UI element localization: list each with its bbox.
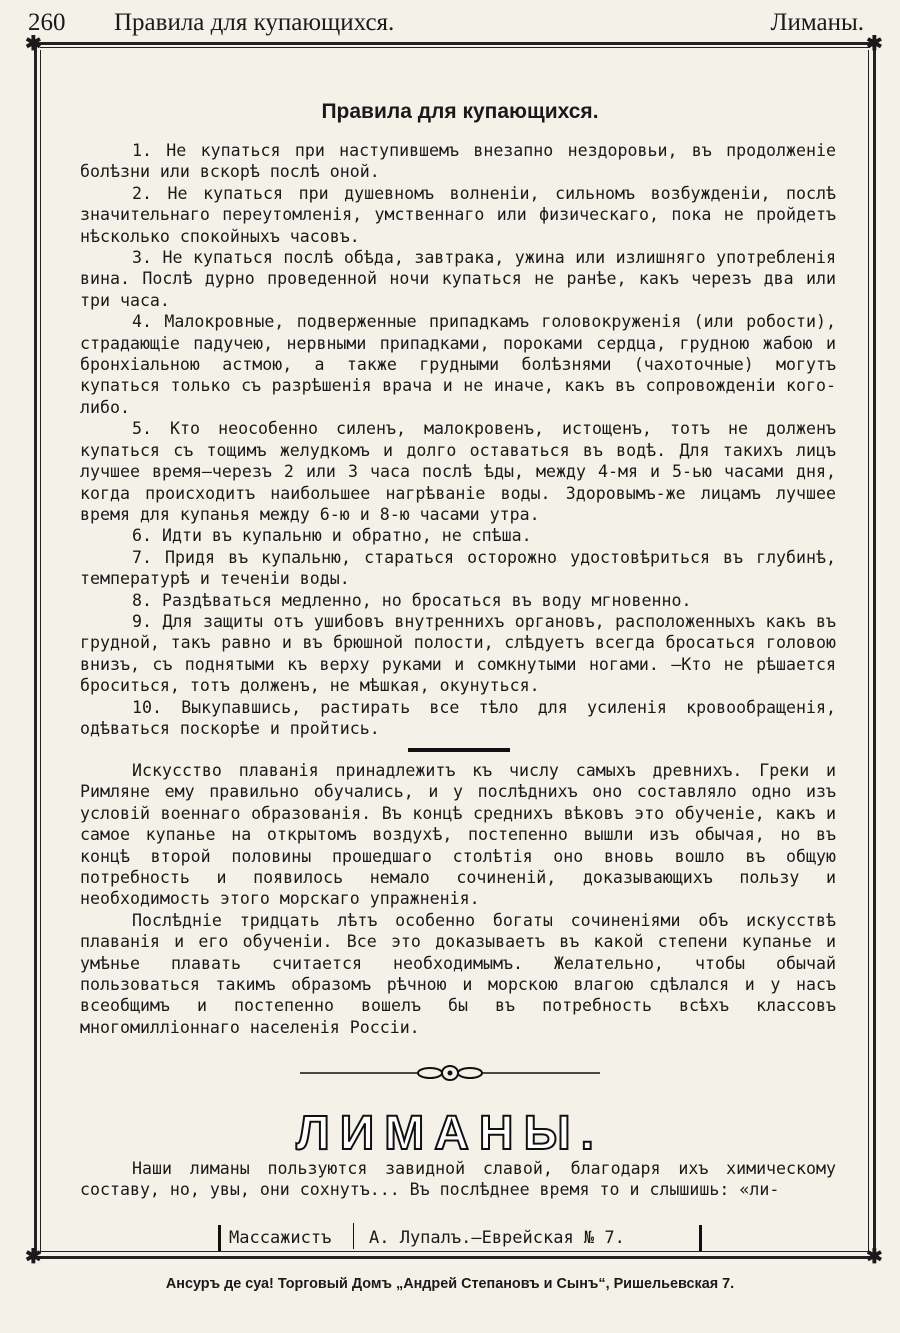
frame-bottom-rule — [34, 1256, 876, 1259]
corner-star-icon: ✱ — [25, 33, 42, 55]
limany-text — [80, 1158, 836, 1201]
rule-paragraph: 1. Не купаться при наступившемъ внезапно нездоровьи, въ продолженіе болѣзни или вскорѣ послѣ оной. — [80, 141, 836, 182]
frame-left-rule — [34, 44, 37, 1259]
rule-paragraph: 4. Малокровные, подверженные припадкамъ головокруженія (или робости), страдающіе падучею, нервными припадками, пороками сердца, грудною жабою и бронхіальною астмою, а также грудными болѣзнями (чахоточные) могутъ купаться только съ разрѣшенія врача и не иначе, какъ въ сопровожденіи кого-либо. — [80, 312, 836, 417]
frame-bottom-inner-rule — [40, 1251, 870, 1252]
rules-list — [80, 140, 836, 739]
advert-right: А. Лупалъ.—Еврейская № 7. — [369, 1228, 625, 1248]
footer-advert: Ансуръ де суа! Торговый Домъ „Андрей Степановъ и Сынъ“, Ришельевская 7. — [165, 1276, 735, 1292]
frame-top-inner-rule — [40, 47, 870, 48]
advert-divider — [353, 1223, 354, 1249]
essay-paragraph: Искусство плаванія принадлежитъ къ числу самыхъ древнихъ. Греки и Римляне ему правильно обучались, и у послѣднихъ оно составляло одно изъ условій военнаго образованія. Въ концѣ среднихъ вѣковъ это обученіе, какъ и самое купанье на открытомъ воздухѣ, постепенно вышли изъ обычая, но въ концѣ второй половины прошедшаго столѣтія оно вновь вошло въ общую потребность и появилось немало сочиненій, доказывающихъ пользу и необходимость этого морскаго упражненія. — [80, 761, 836, 909]
corner-star-icon: ✱ — [25, 1246, 42, 1268]
rule-paragraph: 10. Выкупавшись, растирать все тѣло для усиленія кровообращенія, одѣваться поскорѣе и пройтись. — [80, 697, 836, 738]
rule-paragraph: 6. Идти въ купальню и обратно, не спѣша. — [132, 526, 532, 546]
section-title: Лиманы. — [770, 9, 864, 36]
advert-left: Массажистъ — [229, 1228, 332, 1248]
section-separator — [408, 748, 510, 752]
rule-paragraph: 8. Раздѣваться медленно, но бросаться въ воду мгновенно. — [132, 590, 692, 610]
corner-star-icon: ✱ — [866, 1246, 883, 1268]
page-number: 260 — [28, 9, 66, 36]
running-title: Правила для купающихся. — [114, 9, 395, 36]
limany-paragraph: Наши лиманы пользуются завидной славой, благодаря ихъ химическому составу, но, увы, они сохнутъ... Въ послѣднее время то и слышишь: «ли- — [80, 1159, 836, 1200]
ornament-divider — [300, 1064, 600, 1082]
rule-paragraph: 7. Придя въ купальню, стараться осторожно удостовѣриться въ глубинѣ, температурѣ и теченіи воды. — [80, 547, 836, 589]
frame-right-rule — [873, 44, 876, 1259]
running-head — [28, 6, 864, 40]
rule-paragraph: 2. Не купаться при душевномъ волненіи, сильномъ возбужденіи, послѣ значительнаго переутомленія, умственнаго или физическаго, пока не пройдетъ нѣсколько спокойныхъ часовъ. — [80, 183, 836, 246]
frame-right-inner-rule — [868, 50, 869, 1253]
rule-paragraph: 9. Для защиты отъ ушибовъ внутреннихъ органовъ, расположенныхъ какъ въ грудной, такъ равно и въ брюшной полости, слѣдуетъ всегда бросаться головою внизъ, съ поднятыми къ верху руками и сомкнутыми ногами. —Кто не рѣшается броситься, тотъ долженъ, не мѣшкая, окунуться. — [80, 611, 836, 696]
frame-top-rule — [34, 42, 876, 45]
limany-heading: ЛИМАНЫ. — [296, 1107, 604, 1160]
essay-paragraph: Послѣдніе тридцать лѣтъ особенно богаты сочиненіями объ искусствѣ плаванія и его обученіи. Все это доказываетъ въ какой степени купанье и умѣнье плавать считается необходимымъ. Желательно, чтобы обычай пользоваться такимъ образомъ рѣчною и морскою влагою сдѣлался и у насъ всеобщимъ и постепенно вошелъ бы въ потребность всѣхъ классовъ многомилліоннаго населенія Россіи. — [80, 910, 836, 1037]
advert-box — [218, 1225, 702, 1251]
rules-title: Правила для купающихся. — [321, 100, 599, 123]
frame-left-inner-rule — [40, 50, 41, 1253]
essay-text — [80, 760, 836, 1038]
corner-star-icon: ✱ — [866, 33, 883, 55]
rule-paragraph: 3. Не купаться послѣ обѣда, завтрака, ужина или излишняго употребленія вина. Послѣ дурно проведенной ночи купаться не ранѣе, какъ черезъ два или три часа. — [80, 248, 836, 310]
rule-paragraph: 5. Кто неособенно силенъ, малокровенъ, истощенъ, тотъ не долженъ купаться съ тощимъ желудкомъ и долго оставаться въ водѣ. Для такихъ лицъ лучшее время—черезъ 2 или 3 часа послѣ ѣды, между 4-мя и 5-ью часами дня, когда происходитъ наибольшее нагрѣваніе воды. Здоровымъ-же лицамъ лучшее время для купанья между 6-ю и 8-ю часами утра. — [80, 419, 836, 524]
